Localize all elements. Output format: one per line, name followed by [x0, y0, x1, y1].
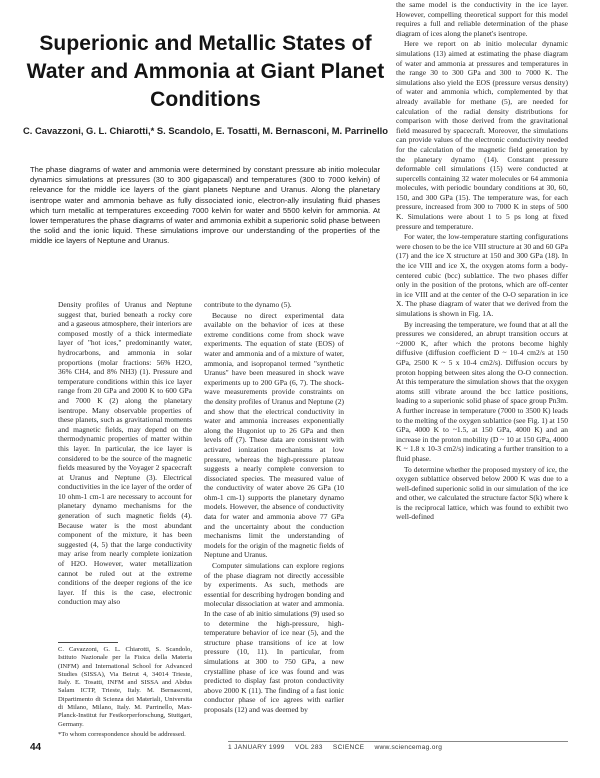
author-list: C. Cavazzoni, G. L. Chiarotti,* S. Scandolo, E. Tosatti, M. Bernasconi, M. Parrinello: [23, 125, 388, 136]
journal-name: SCIENCE: [332, 744, 365, 751]
body-paragraph: Computer simulations can explore regions of the phase diagram not directly accessible by experiments. As such, methods are essential for describing hydrogen bonding and molecular dissociation at water and ammonia. In the case of ab initio simulations (9) used so to determine the high-pressure, high-temperature behavior of ice near (5), and the structure phase transitions of ice at low pressure (10, 11). In particular, from simulations at 300 to 750 GPa, a new crystalline phase of ice was found and was predicted to display fast proton conductivity above 2000 K (11). The finding of a fast ionic conductor phase of ice agrees with earlier proposals (12) and was deemed by: [204, 561, 344, 714]
affiliations-footnote: C. Cavazzoni, G. L. Chiarotti, S. Scandolo, Istituto Nazionale per la Fisica della Materia (INFM) and International School for Advanced Studies (SISSA), Via Beirut 4, 34014 Trieste, Italy. E. Tosatti, INFM and SISSA and Abdus Salam ICTP, Trieste, Italy. M. Bernasconi, Dipartimento di Scienza dei Materiali, Universita di Milano, Milano, Italy. M. Parrinello, Max-Planck-Institut fur Festkorperforschung, Stuttgart, Germany.: [58, 646, 192, 728]
page-number: 44: [30, 742, 42, 753]
title-block: [18, 30, 393, 138]
footnotes: [58, 646, 192, 741]
volume-number: VOL 283: [294, 744, 323, 751]
journal-url: www.sciencemag.org: [374, 744, 443, 751]
body-paragraph: To determine whether the proposed mystery of ice, the oxygen sublattice observed below 2000 K was due to a well-defined superionic solid in our simulation of the ice and other, we calculated the structure factor S(k) where k is the reciprocal lattice, which was found to exhibit two well-defined: [396, 464, 568, 522]
body-paragraph: Because no direct experimental data available on the behavior of ices at these extreme conditions come from shock wave experiments. The equation of state (EOS) of water and ammonia and of a mixture of water, ammonia, and isopropanol termed "synthetic Uranus" have been measured in shock wave experiments up to 200 GPa (6, 7). The shock-wave measurements provide constraints on the density profiles of Uranus and Neptune (2) and show that the electrical conductivity in water and ammonia increases exponentially along the Hugoniot up to 26 GPa and then levels off (7). These data are consistent with activated ionization mechanisms at low pressure, whereas the high-pressure plateau suggests a nearly complete conversion to dissociated species. The measured value of the conductivity of water above 26 GPa (10 ohm-1 cm-1) supports the planetary dynamo models. However, the absence of conductivity data for water and ammonia above 77 GPa and the uncertainty about the conduction mechanisms limit the understanding of models for the origin of the magnetic fields of Neptune and Uranus.: [204, 310, 344, 560]
body-column-middle: [204, 300, 344, 715]
body-paragraph: For water, the low-temperature starting configurations were chosen to be the ice VIII structure at 30 and 60 GPa (17) and the ice X structure at 150 and 300 GPa (18). In the ice VIII and ice X, the oxygen atoms form a body-centered cubic (bcc) sublattice. The two phases differ only in the position of the protons, which are off-center in ice VIII and at the center of the O-O separation in ice X. The phase diagram of water that we derived from the simulations is shown in Fig. 1A.: [396, 232, 568, 318]
footnote-rule: [58, 642, 118, 643]
footer-rule: [228, 741, 568, 742]
body-paragraph: Density profiles of Uranus and Neptune suggest that, buried beneath a rocky core and a gaseous atmosphere, their interiors are composed mostly of a thick intermediate layer of "hot ices," predominantly water, hydrocarbons, and ammonia in solar proportions (molar fractions: 56% H2O, 36% CH4, and 8% NH3) (1). Pressure and temperature conditions within this ice layer range from 20 GPa and 2000 K to 600 GPa and 7000 K (2) along the planetary isentrope. Many observable properties of these planets, such as gravitational moments and magnetic fields, may depend on the thermodynamic properties of matter within this layer. In particular, the ice layer is considered to be the source of the magnetic fields measured by the Voyager 2 spacecraft at Uranus and Neptune (3). Electrical conductivities in the ice layer of the order of 10 ohm-1 cm-1 are necessary to account for planetary dynamo mechanisms for the generation of such magnetic fields (4). Because water is the most abundant component of the mixture, it has been suggested (4, 5) that the large conductivity may arise from nearly complete ionization of H2O. However, water metallization cannot be ruled out at the extreme conditions of the deeper regions of the ice layer. If this is the case, electronic conduction may also: [58, 300, 192, 607]
article-title: Superionic and Metallic States of Water and Ammonia at Giant Planet Conditions: [26, 32, 385, 111]
body-column-right: [396, 0, 568, 522]
correspondence-footnote: *To whom correspondence should be addressed.: [58, 730, 186, 738]
running-footer: [228, 744, 450, 751]
body-paragraph: By increasing the temperature, we found that at all the pressures we considered, an abrupt transition occurs at ~2000 K, after which the protons become highly diffusive (diffusion coefficient D ~ 10-4 cm2/s at 150 GPa, 2500 K ~ 5 x 10-4 cm2/s). Diffusion occurs by proton hopping between sites along the O-O connection. At this temperature the simulation shows that the oxygen atoms still vibrate around the bcc lattice positions, leading to a superionic solid phase of space group Pn3m. A further increase in temperature (7000 to 3500 K) leads to the melting of the oxygen sublattice (see Fig. 1) at 150 GPa, 4000 K to ~1.5, at 150 GPa, 4000 K) and an increase in the proton mobility (D ~ 10 at 150 GPa, 4000 K ~ 1.8 x 10-3 cm2/s) indicating a further transition to a fluid phase.: [396, 319, 568, 463]
abstract: The phase diagrams of water and ammonia were determined by constant pressure ab initio molecular dynamics simulations at pressures (30 to 300 gigapascal) and temperatures (300 to 7000 kelvin) of relevance for the middle ice layers of the giant planets Neptune and Uranus. Along the planetary isentrope water and ammonia behave as fully dissociated ionic, electron-ally insulating fluid phases which turn metallic at temperatures exceeding 7000 kelvin for water and 5500 kelvin for ammonia. At lower temperatures the phase diagrams of water and ammonia exhibit a superionic solid phase between the solid and the ionic liquid. These simulations improve our understanding of the properties of the middle ice layers of Neptune and Uranus.: [30, 165, 380, 246]
body-column-left: [58, 300, 192, 607]
body-paragraph: Here we report on ab initio molecular dynamic simulations (13) aimed at estimating the phase diagram of water and ammonia at pressures and temperatures in the range 30 to 300 GPa and 300 to 7000 K. The simulations also yield the EOS (pressure versus density) of water and ammonia which, complemented by that already available for methane (5), are needed for calculation of the radial density distributions for comparison with those derived from the gravitational field measured by spacecraft. Moreover, the simulations can provide values of the electronic conductivity needed for the calculation of the magnetic field generation by the planetary dynamo (14). Constant pressure deformable cell simulations (15) were conducted at supercells containing 32 water molecules or 64 ammonia molecules, with periodic boundary conditions at 30, 60, 150, and 300 GPa (15). The temperature was, for each pressure, increased from 300 to 7000 K in steps of 500 K. Simulations were about 1 to 5 ps long at fixed pressure and temperature.: [396, 39, 568, 231]
issue-date: 1 JANUARY 1999: [228, 744, 285, 751]
body-paragraph: contribute to the dynamo (5).: [204, 300, 292, 309]
body-paragraph: the same model is the conductivity in the ice layer. However, compelling theoretical support for this model requires a full and reliable determination of the phase diagram of ices along the planet's isentrope.: [396, 0, 568, 38]
